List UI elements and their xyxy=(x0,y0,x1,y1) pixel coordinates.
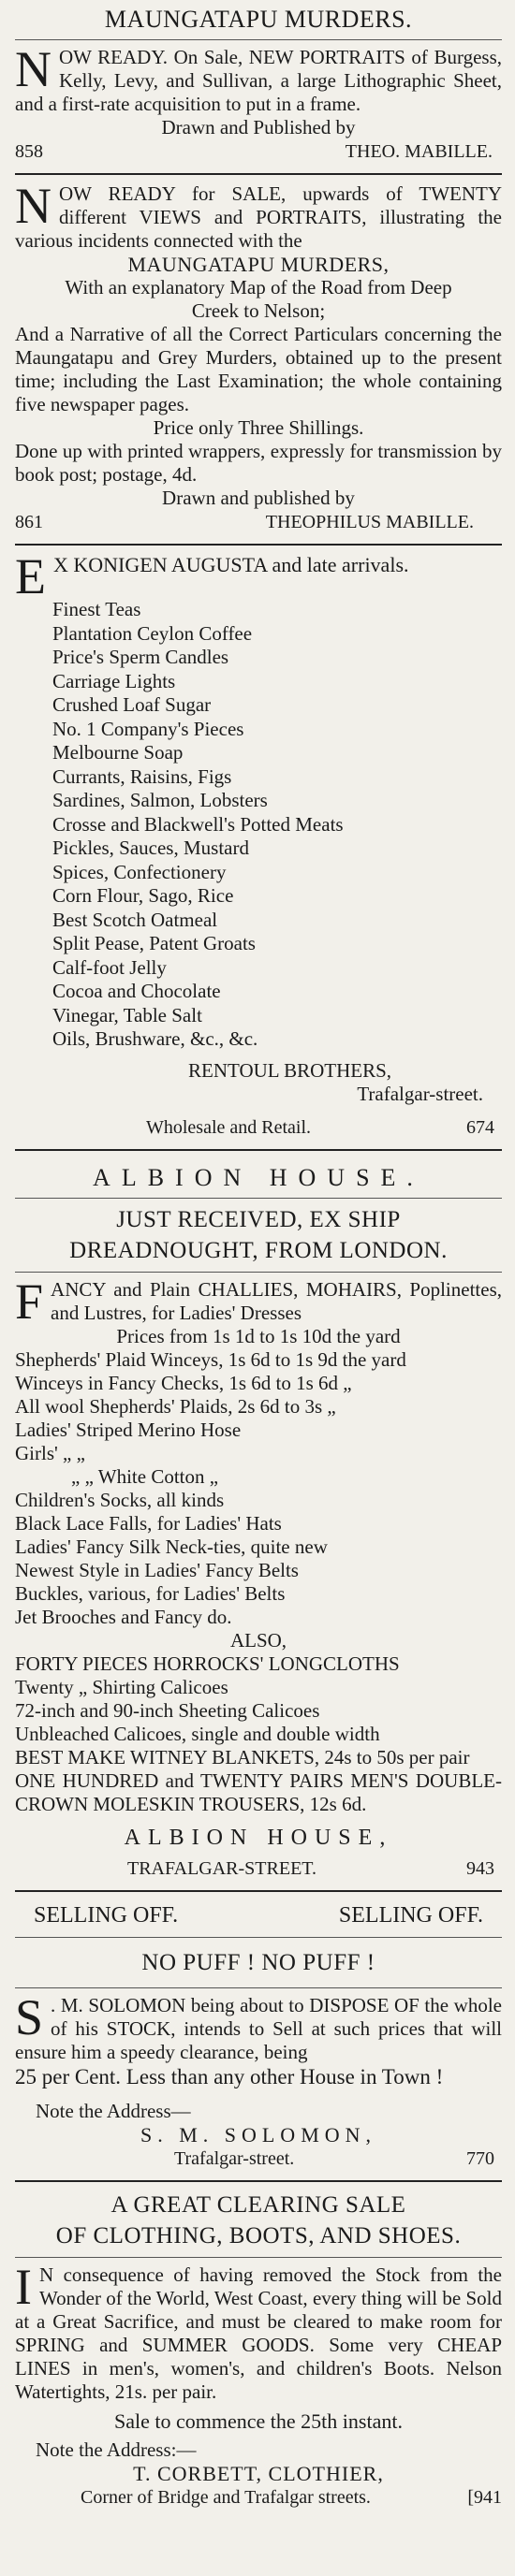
divider xyxy=(15,39,502,40)
ad-number: 943 xyxy=(466,1857,494,1879)
ad-title: MAUNGATAPU MURDERS. xyxy=(104,6,413,33)
list-item: Ladies' Striped Merino Hose xyxy=(15,1418,242,1441)
list-item: Vinegar, Table Salt xyxy=(52,1003,202,1026)
ad-maungatapu-portraits xyxy=(15,0,502,173)
ad-street: Trafalgar-street. xyxy=(174,2147,295,2169)
ad-street: Corner of Bridge and Trafalgar streets. xyxy=(81,2486,371,2508)
drop-cap: F xyxy=(15,1273,44,1330)
list-item: Finest Teas xyxy=(52,598,141,620)
ad-footer-title: ALBION HOUSE, xyxy=(124,1825,393,1850)
list-item: Best Scotch Oatmeal xyxy=(52,908,218,931)
list-item: Buckles, various, for Ladies' Belts xyxy=(15,1581,286,1605)
list-item: FORTY PIECES HORROCKS' LONGCLOTHS xyxy=(15,1652,400,1675)
ad-number: 674 xyxy=(466,1116,494,1138)
ad-solomon xyxy=(15,1892,502,2180)
list-item: Melbourne Soap xyxy=(52,741,184,764)
firm-name: RENTOUL BROTHERS, xyxy=(188,1058,392,1082)
ad-number: 770 xyxy=(466,2147,494,2169)
ad-number: 861 xyxy=(15,512,43,532)
ad-publisher: THEOPHILUS MABILLE. xyxy=(265,512,474,532)
list-item: Plantation Ceylon Coffee xyxy=(52,621,253,645)
ad-maungatapu-views xyxy=(15,175,502,544)
list-item: Shepherds' Plaid Winceys, 1s 6d to 1s 9d the yard xyxy=(15,1347,406,1371)
list-item: Winceys in Fancy Checks, 1s 6d to 1s 6d „ xyxy=(15,1371,352,1394)
ad-number: 858 xyxy=(15,141,43,162)
drop-cap: I xyxy=(15,2258,32,2315)
list-item: Ladies' Fancy Silk Neck-ties, quite new xyxy=(15,1535,328,1558)
ad-albion-house xyxy=(15,1151,502,1890)
ad-footer xyxy=(15,139,502,164)
ad-title-right: SELLING OFF. xyxy=(338,1902,483,1928)
list-item: Cocoa and Chocolate xyxy=(52,980,221,1002)
divider xyxy=(15,2257,502,2258)
ad-body-text: And a Narrative of all the Correct Particulars concerning the Maungatapu and Grey Murders, obtained up to the present time; including the Last Examination; the whole containing five newspaper pages. xyxy=(15,323,502,415)
list-item: Sardines, Salmon, Lobsters xyxy=(52,789,268,811)
ad-publisher: THEO. MABILLE. xyxy=(345,141,493,162)
ad-name: S. M. SOLOMON, xyxy=(140,2122,377,2147)
goods-list xyxy=(15,598,502,1052)
address-note: Note the Address:— xyxy=(36,2438,197,2461)
list-item: Jet Brooches and Fancy do. xyxy=(15,1605,232,1628)
drop-cap: N xyxy=(15,178,52,234)
list-item: Oils, Brushware, &c., &c. xyxy=(52,1027,258,1050)
ad-number: [941 xyxy=(467,2486,502,2508)
list-item: All wool Shepherds' Plaids, 2s 6d to 3s „ xyxy=(15,1394,336,1418)
goods-list-2 xyxy=(15,1652,502,1816)
ad-title: A GREAT CLEARING SALE xyxy=(110,2191,406,2218)
ad-body xyxy=(15,1988,502,2064)
ad-footer xyxy=(15,1856,502,1881)
list-item: Twenty „ Shirting Calicoes xyxy=(15,1675,228,1698)
list-item: Currants, Raisins, Figs xyxy=(52,764,232,788)
ad-subtitle: DREADNOUGHT, FROM LONDON. xyxy=(69,1237,448,1263)
also-label: ALSO, xyxy=(229,1628,287,1652)
ad-body-text: N consequence of having removed the Stock from the Wonder of the World, West Coast, every thing will be Sold at a Great Sacrifice, and must be cleared to make room for SPRING and SUMMER GOODS. Some very CHEAP LINES in men's, women's, and children's Boots. Nelson Watertights, 21s. per pair. xyxy=(15,2263,502,2403)
goods-list xyxy=(15,1348,502,1629)
ad-title-left: SELLING OFF. xyxy=(34,1902,179,1928)
ad-street: TRAFALGAR-STREET. xyxy=(127,1857,317,1879)
divider xyxy=(15,1198,502,1199)
ad-body xyxy=(15,178,502,253)
drop-cap: N xyxy=(15,41,52,97)
ad-credit: Drawn and published by xyxy=(162,487,355,509)
ad-corbett-clearing-sale xyxy=(15,2182,502,2519)
price-line: Prices from 1s 1d to 1s 10d the yard xyxy=(116,1324,401,1347)
trade-note: Wholesale and Retail. xyxy=(146,1116,312,1138)
ad-body xyxy=(15,2258,502,2404)
ad-body-text: Done up with printed wrappers, expressly for transmission by book post; postage, 4d. xyxy=(15,440,502,486)
ad-body xyxy=(15,41,502,116)
list-item: Girls' „ „ xyxy=(15,1441,85,1464)
divider xyxy=(15,1987,502,1988)
list-item: „ „ White Cotton „ xyxy=(71,1464,219,1488)
ad-subtitle: NO PUFF ! NO PUFF ! xyxy=(141,1949,375,1975)
list-item: Crosse and Blackwell's Potted Meats xyxy=(52,812,344,836)
ad-name: T. CORBETT, CLOTHIER, xyxy=(133,2461,384,2485)
ad-title: ALBION HOUSE. xyxy=(93,1163,424,1191)
ad-footer xyxy=(15,510,502,534)
list-item: Black Lace Falls, for Ladies' Hats xyxy=(15,1511,282,1535)
list-item: Carriage Lights xyxy=(52,669,176,692)
ad-rentoul-brothers xyxy=(15,546,502,1149)
ad-subtitle: JUST RECEIVED, EX SHIP xyxy=(116,1206,401,1232)
list-item: Spices, Confectionery xyxy=(52,860,227,883)
list-item: Price's Sperm Candles xyxy=(52,646,229,668)
ad-footer xyxy=(15,1115,502,1140)
list-item: Children's Socks, all kinds xyxy=(15,1488,225,1511)
list-item: Calf-foot Jelly xyxy=(52,955,167,979)
drop-cap: E xyxy=(15,548,46,604)
ad-line: Creek to Nelson; xyxy=(191,299,326,322)
list-item: No. 1 Company's Pieces xyxy=(52,717,244,740)
address-note: Note the Address— xyxy=(36,2099,191,2122)
divider xyxy=(15,1937,502,1938)
list-item: Corn Flour, Sago, Rice xyxy=(52,884,234,907)
list-item: BEST MAKE WITNEY BLANKETS, 24s to 50s per pair xyxy=(15,1745,470,1768)
list-item: Split Pease, Patent Groats xyxy=(52,932,256,954)
drop-cap: S xyxy=(15,1988,44,2045)
list-item: Newest Style in Ladies' Fancy Belts xyxy=(15,1558,299,1581)
ad-title: OF CLOTHING, BOOTS, AND SHOES. xyxy=(55,2222,462,2249)
ad-body-emphasis: 25 per Cent. Less than any other House in Town ! xyxy=(15,2064,444,2088)
ad-price: Price only Three Shillings. xyxy=(153,416,364,439)
ad-intro xyxy=(15,1273,502,1330)
list-item: 72-inch and 90-inch Sheeting Calicoes xyxy=(15,1698,320,1722)
ad-footer xyxy=(15,2147,502,2171)
list-item: Unbleached Calicoes, single and double width xyxy=(15,1722,380,1745)
ad-title: X KONIGEN AUGUSTA and late arrivals. xyxy=(53,553,409,576)
list-item: Pickles, Sauces, Mustard xyxy=(52,837,249,859)
list-item: Crushed Loaf Sugar xyxy=(52,693,212,716)
ad-body-text: ANCY and Plain CHALLIES, MOHAIRS, Poplinettes, and Lustres, for Ladies' Dresses xyxy=(51,1277,502,1324)
ad-credit: Drawn and Published by xyxy=(161,116,356,138)
ad-title: MAUNGATAPU MURDERS, xyxy=(127,253,390,276)
divider xyxy=(15,1272,502,1273)
ad-footer xyxy=(15,2485,502,2510)
ad-body-text: OW READY for SALE, upwards of TWENTY different VIEWS and PORTRAITS, illustrating the various incidents connected with the xyxy=(15,182,502,252)
sale-date: Sale to commence the 25th instant. xyxy=(114,2409,403,2433)
ad-body-text: OW READY. On Sale, NEW PORTRAITS of Burgess, Kelly, Levy, and Sullivan, a large Lithographic Sheet, and a first-rate acquisition to put in a frame. xyxy=(15,46,502,115)
firm-street: Trafalgar-street. xyxy=(357,1082,483,1105)
ad-body-text: . M. SOLOMON being about to DISPOSE OF the whole of his STOCK, intends to Sell at such prices that will ensure him a speedy clearance, being xyxy=(15,1993,502,2063)
ad-line: With an explanatory Map of the Road from Deep xyxy=(65,276,452,298)
ad-heading xyxy=(15,1899,502,1931)
ad-heading xyxy=(15,548,502,604)
list-item: ONE HUNDRED and TWENTY PAIRS MEN'S DOUBLE-CROWN MOLESKIN TROUSERS, 12s 6d. xyxy=(15,1768,502,1815)
